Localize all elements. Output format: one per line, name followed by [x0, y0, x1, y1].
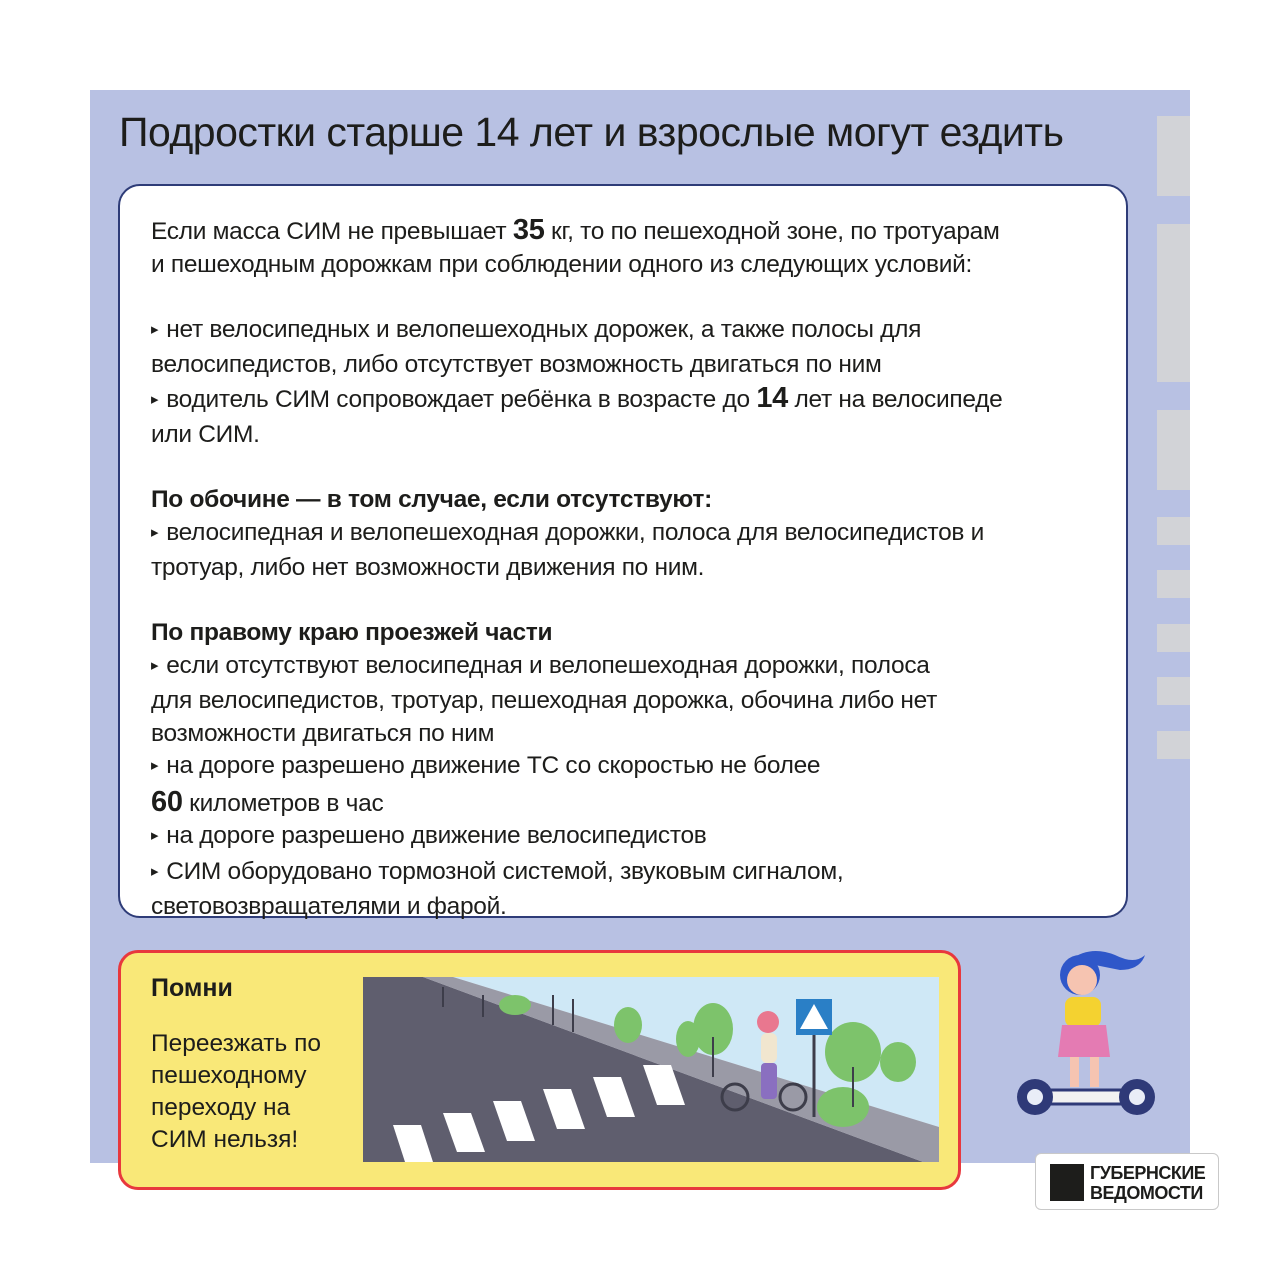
list-item-cont: возможности двигаться по ним	[151, 719, 495, 747]
list-item-cont: или СИМ.	[151, 421, 260, 448]
page-title: Подростки старше 14 лет и взрослые могут ездить	[119, 109, 1064, 155]
decor-strip	[1157, 116, 1190, 196]
decor-strip	[1157, 624, 1190, 652]
list-item: ▸ на дороге разрешено движение велосипедистов	[151, 822, 707, 849]
bullet-icon: ▸	[151, 320, 159, 338]
info-card-text	[151, 214, 1131, 924]
list-item: ▸ на дороге разрешено движение ТС со скоростью не более	[151, 752, 821, 779]
decor-strip	[1157, 410, 1190, 490]
newspaper-logo[interactable]	[1035, 1153, 1219, 1210]
list-item-cont: велосипедистов, либо отсутствует возможность двигаться по ним	[151, 351, 882, 378]
bullet-icon: ▸	[151, 523, 159, 541]
section-heading: По обочине — в том случае, если отсутствуют:	[151, 486, 712, 513]
intro-line-2: и пешеходным дорожкам при соблюдении одного из следующих условий:	[151, 250, 972, 278]
decor-strip	[1157, 677, 1190, 705]
list-item: ▸ если отсутствуют велосипедная и велопешеходная дорожки, полоса	[151, 651, 930, 679]
reminder-text: Переезжать по пешеходному переходу на СИМ нельзя!	[151, 1030, 321, 1153]
list-item: ▸ велосипедная и велопешеходная дорожки, полоса для велосипедистов и	[151, 518, 985, 546]
bullet-icon: ▸	[151, 656, 159, 674]
girl-on-hoverboard-illustration	[1010, 945, 1160, 1130]
decor-strip	[1157, 224, 1190, 382]
section-heading: По правому краю проезжей части	[151, 619, 553, 646]
list-item-cont: световозвращателями и фарой.	[151, 893, 507, 920]
list-item-cont: 60 километров в час	[151, 785, 384, 818]
logo-text: ГУБЕРНСКИЕ ВЕДОМОСТИ	[1090, 1163, 1206, 1203]
logo-mark-icon	[1050, 1164, 1084, 1201]
decor-strip	[1157, 517, 1190, 545]
reminder-title: Помни	[151, 974, 233, 1002]
bullet-icon: ▸	[151, 757, 159, 774]
decor-strip	[1157, 570, 1190, 598]
bullet-icon: ▸	[151, 390, 159, 408]
list-item: ▸ водитель СИМ сопровождает ребёнка в возрасте до 14 лет на велосипеде	[151, 381, 1003, 414]
bullet-icon: ▸	[151, 862, 159, 880]
decor-strip	[1157, 731, 1190, 759]
bullet-icon: ▸	[151, 827, 159, 844]
list-item: ▸ нет велосипедных и велопешеходных дорожек, а также полосы для	[151, 315, 922, 343]
list-item: ▸ СИМ оборудовано тормозной системой, звуковым сигналом,	[151, 857, 844, 885]
list-item-cont: для велосипедистов, тротуар, пешеходная дорожка, обочина либо нет	[151, 687, 938, 714]
intro-line-1: Если масса СИМ не превышает 35 кг, то по пешеходной зоне, по тротуарам	[151, 214, 1000, 246]
list-item-cont: тротуар, либо нет возможности движения по ним.	[151, 554, 705, 581]
crosswalk-illustration	[363, 977, 939, 1162]
